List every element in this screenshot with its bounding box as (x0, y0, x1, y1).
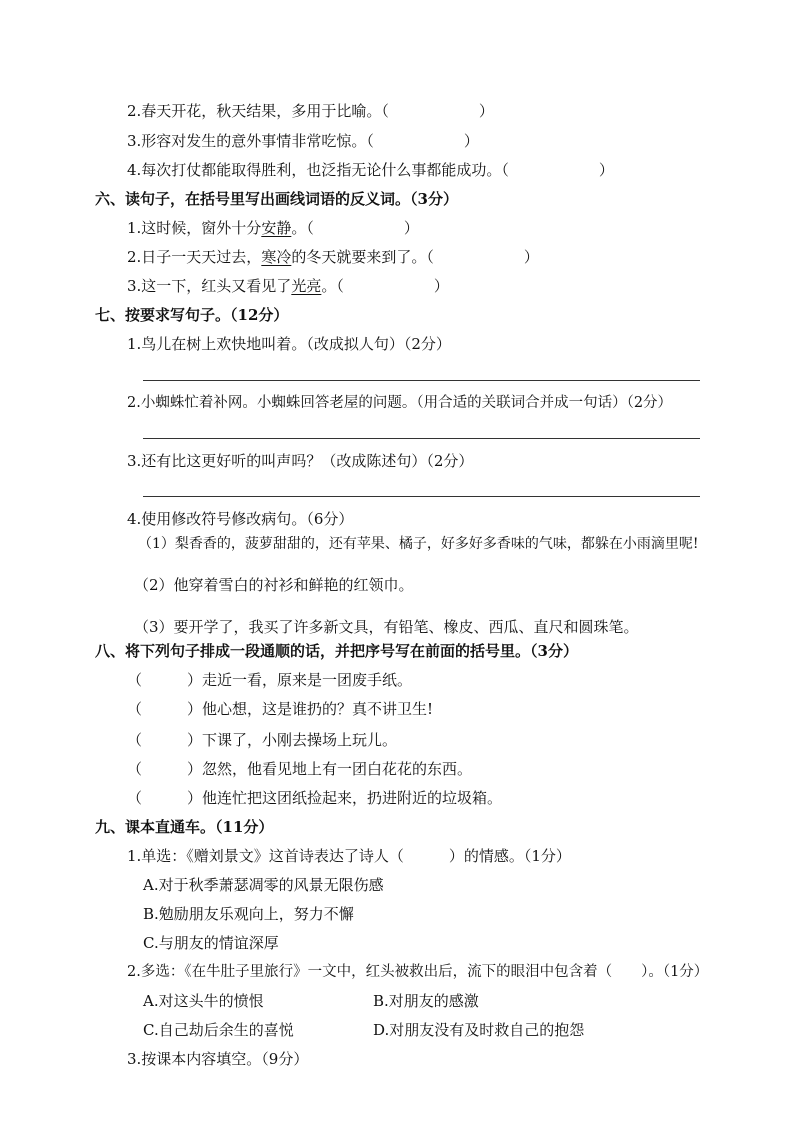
s6-q2-pre: 2.日子一天天过去， (127, 248, 262, 266)
s6-question-3 (127, 276, 449, 296)
s9-question-2: 2.多选：《在牛肚子里旅行》一文中，红头被救出后，流下的眼泪中包含着（ ）。（1分） (127, 964, 709, 980)
s9-q2-option-d: D.对朋友没有及时救自己的抱怨 (373, 1021, 585, 1039)
s8-item: （ ）他心想，这是谁扔的？真不讲卫生! (127, 700, 434, 718)
s6-q3-pre: 3.这一下，红头又看见了 (127, 277, 292, 295)
s7-answer-line-2[interactable] (143, 438, 700, 439)
s6-q1-underlined-word: 安静 (261, 219, 292, 237)
s9-question-3: 3.按课本内容填空。（9分） (127, 1050, 309, 1068)
s7-sick-sentence-3: （3）要开学了，我买了许多新文具，有铅笔、橡皮、西瓜、直尺和圆珠笔。 (134, 618, 639, 636)
s7-question-4: 4.使用修改符号修改病句。（6分） (127, 510, 354, 528)
s8-title: 八、将下列句子排成一段通顺的话，并把序号写在前面的括号里。（3分） (95, 642, 578, 660)
s6-q1-post: 。（ ） (291, 219, 419, 237)
s5-question-2: 2.春天开花，秋天结果，多用于比喻。（ ） (127, 102, 494, 120)
s7-sick-sentence-1: （1）梨香香的，菠萝甜甜的，还有苹果、橘子，好多好多香味的气味，都躲在小雨滴里呢! (138, 536, 699, 552)
s7-question-2: 2.小蜘蛛忙着补网。小蜘蛛回答老屋的问题。（用合适的关联词合并成一句话）（2分） (127, 395, 673, 411)
s6-q3-post: 。（ ） (321, 277, 449, 295)
s9-q1-option-b: B.勉励朋友乐观向上，努力不懈 (143, 905, 354, 923)
s9-q1-option-c: C.与朋友的情谊深厚 (143, 934, 279, 952)
s5-question-4: 4.每次打仗都能取得胜利，也泛指无论什么事都能成功。（ ） (127, 161, 614, 179)
s9-q2-option-b: B.对朋友的感激 (373, 992, 479, 1010)
s7-answer-line-1[interactable] (143, 380, 700, 381)
s8-item: （ ）走近一看，原来是一团废手纸。 (127, 671, 413, 689)
s7-question-1: 1.鸟儿在树上欢快地叫着。（改成拟人句）（2分） (127, 335, 451, 353)
s8-item: （ ）下课了，小刚去操场上玩儿。 (127, 731, 398, 749)
s6-q3-underlined-word: 光亮 (291, 277, 322, 295)
s7-question-3: 3.还有比这更好听的叫声吗？（改成陈述句）（2分） (127, 452, 474, 470)
s6-title: 六、读句子，在括号里写出画线词语的反义词。（3分） (95, 190, 458, 208)
s8-item: （ ）忽然，他看见地上有一团白花花的东西。 (127, 760, 473, 778)
s8-item: （ ）他连忙把这团纸捡起来，扔进附近的垃圾箱。 (127, 789, 503, 807)
s6-q2-post: 的冬天就要来到了。（ ） (291, 248, 539, 266)
s9-q2-option-a: A.对这头牛的愤恨 (143, 992, 264, 1010)
s9-q2-option-c: C.自己劫后余生的喜悦 (143, 1021, 294, 1039)
s9-question-1: 1.单选：《赠刘景文》这首诗表达了诗人（ ）的情感。（1分） (127, 847, 571, 865)
s6-q2-underlined-word: 寒冷 (261, 248, 292, 266)
s7-title: 七、按要求写句子。（12分） (95, 306, 289, 324)
s6-question-2 (127, 247, 539, 267)
s9-q1-option-a: A.对于秋季萧瑟凋零的风景无限伤感 (143, 876, 384, 894)
s7-answer-line-3[interactable] (143, 496, 700, 497)
s6-q1-pre: 1.这时候，窗外十分 (127, 219, 262, 237)
s6-question-1 (127, 218, 419, 238)
s7-sick-sentence-2: （2）他穿着雪白的衬衫和鲜艳的红领巾。 (134, 576, 414, 594)
s5-question-3: 3.形容对发生的意外事情非常吃惊。（ ） (127, 132, 479, 150)
s9-title: 九、课本直通车。（11分） (95, 818, 274, 836)
